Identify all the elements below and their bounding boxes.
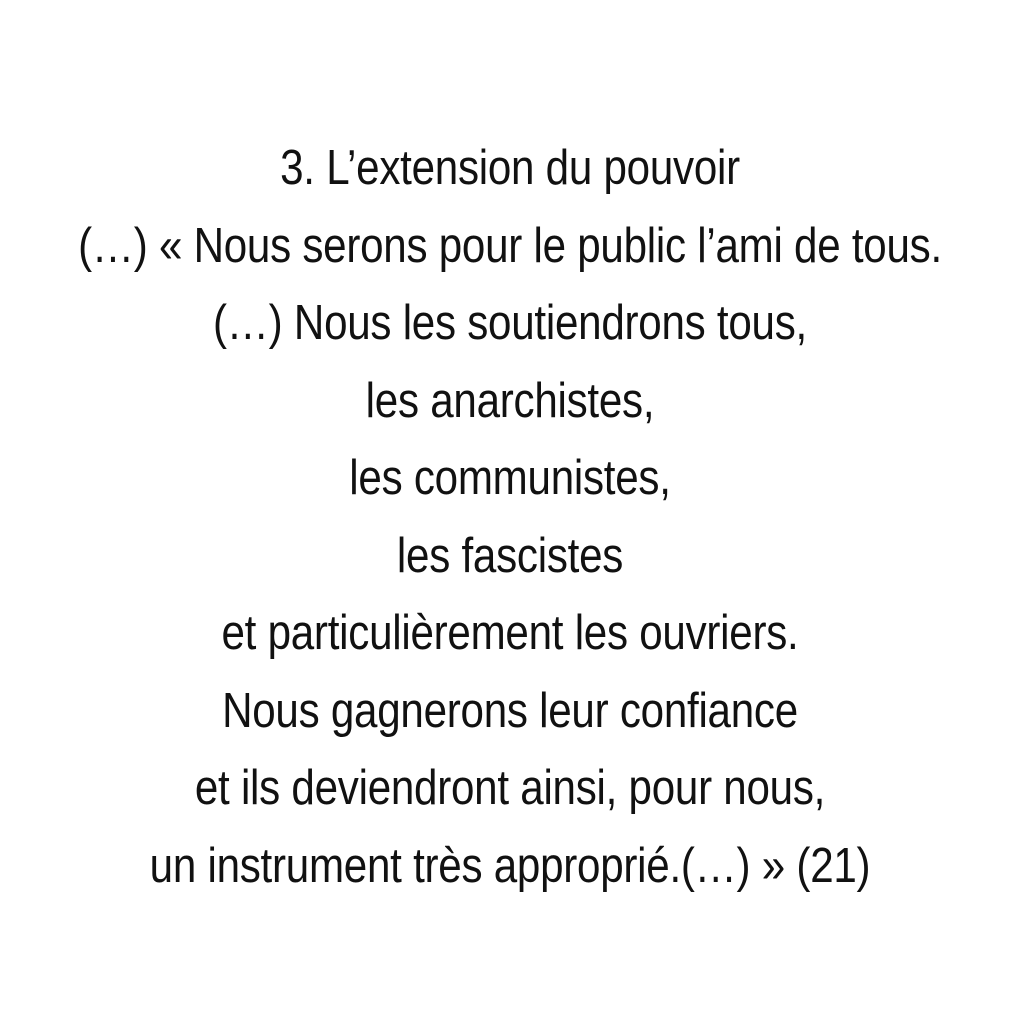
heading-line: 3. L’extension du pouvoir <box>280 141 740 195</box>
quote-line: et particulièrement les ouvriers. <box>221 606 799 660</box>
quote-line: (…) Nous les soutiendrons tous, <box>213 296 807 350</box>
quote-line: un instrument très approprié.(…) » (21) <box>149 838 871 893</box>
quote-line: les communistes, <box>349 451 671 505</box>
quote-line: et ils deviendront ainsi, pour nous, <box>194 761 826 815</box>
quote-line: Nous gagnerons leur confiance <box>222 683 798 738</box>
quote-line: les anarchistes, <box>365 373 655 428</box>
quote-line: les fascistes <box>396 528 624 583</box>
quote-line: (…) « Nous serons pour le public l’ami de tous. <box>78 218 942 273</box>
quote-text-block <box>0 130 1020 905</box>
